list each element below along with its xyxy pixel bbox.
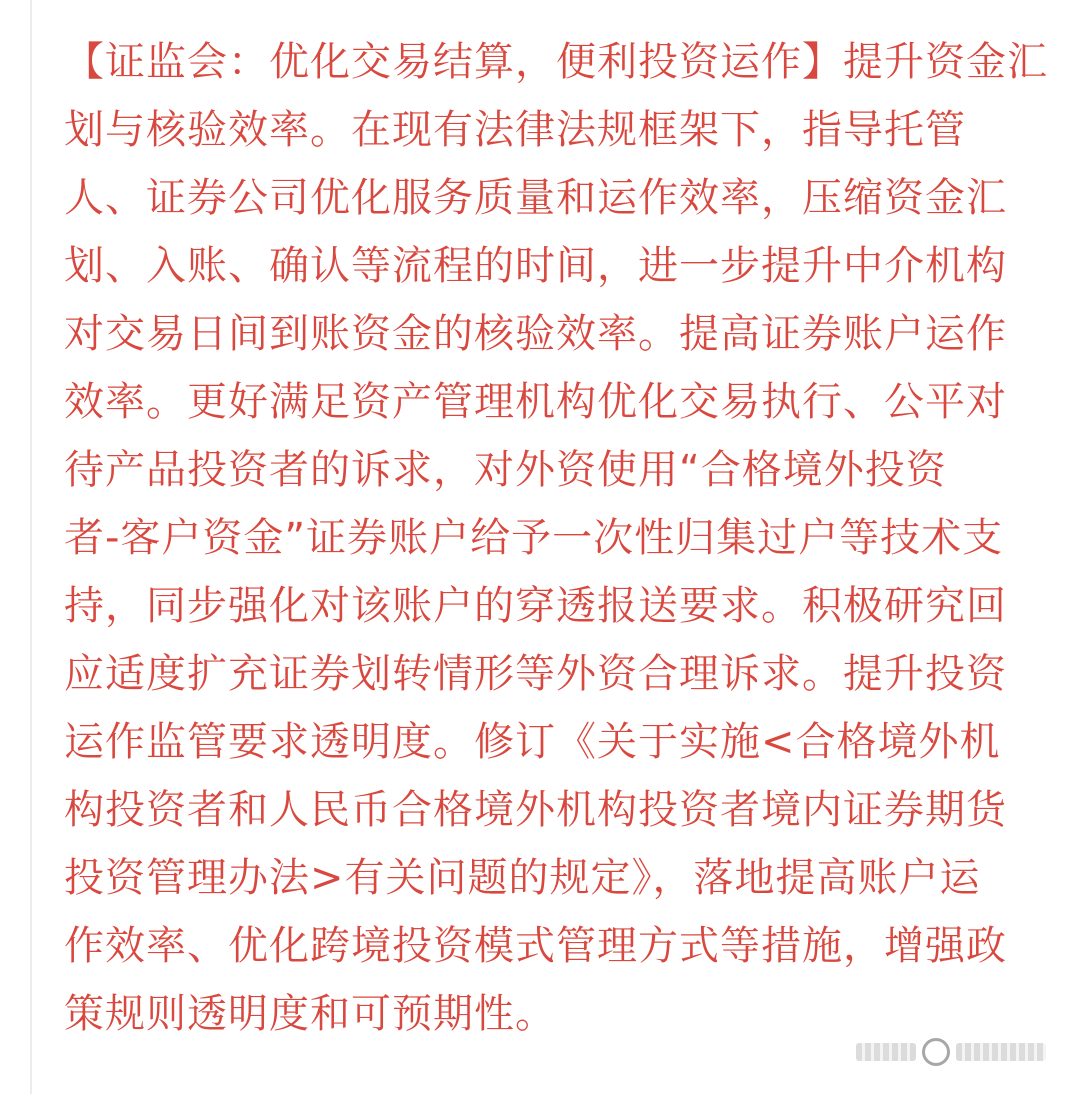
text-line-3: 人、证券公司优化服务质量和运作效率，压缩资金汇	[64, 175, 1007, 221]
text-line-8: 者-客户资金”证券账户给予一次性归集过户等技术支	[64, 515, 1004, 561]
text-line-9: 持，同步强化对该账户的穿透报送要求。积极研究回	[64, 583, 1007, 629]
text-line-1: 【证监会：优化交易结算，便利投资运作】提升资金汇	[64, 39, 1048, 85]
watermark	[856, 1032, 1056, 1072]
text-line-11: 运作监管要求透明度。修订《关于实施<合格境外机	[64, 719, 1001, 765]
text-line-4: 划、入账、确认等流程的时间，进一步提升中介机构	[64, 243, 1007, 289]
watermark-text-block	[956, 1043, 1046, 1061]
text-line-2: 划与核验效率。在现有法律法规框架下，指导托管	[64, 107, 966, 153]
text-line-13: 投资管理办法>有关问题的规定》，落地提高账户运	[64, 855, 981, 901]
left-border-line	[30, 0, 32, 1094]
article-body	[64, 28, 1048, 1048]
text-line-15: 策规则透明度和可预期性。	[64, 991, 556, 1037]
logo-icon	[922, 1038, 950, 1066]
text-line-10: 应适度扩充证券划转情形等外资合理诉求。提升投资	[64, 651, 1007, 697]
text-line-5: 对交易日间到账资金的核验效率。提高证券账户运作	[64, 311, 1007, 357]
text-line-6: 效率。更好满足资产管理机构优化交易执行、公平对	[64, 379, 1007, 425]
text-line-12: 构投资者和人民币合格境外机构投资者境内证券期货	[64, 787, 1007, 833]
watermark-text-block	[856, 1043, 916, 1061]
text-line-14: 作效率、优化跨境投资模式管理方式等措施，增强政	[64, 923, 1007, 969]
text-line-7: 待产品投资者的诉求，对外资使用“合格境外投资	[64, 447, 947, 493]
